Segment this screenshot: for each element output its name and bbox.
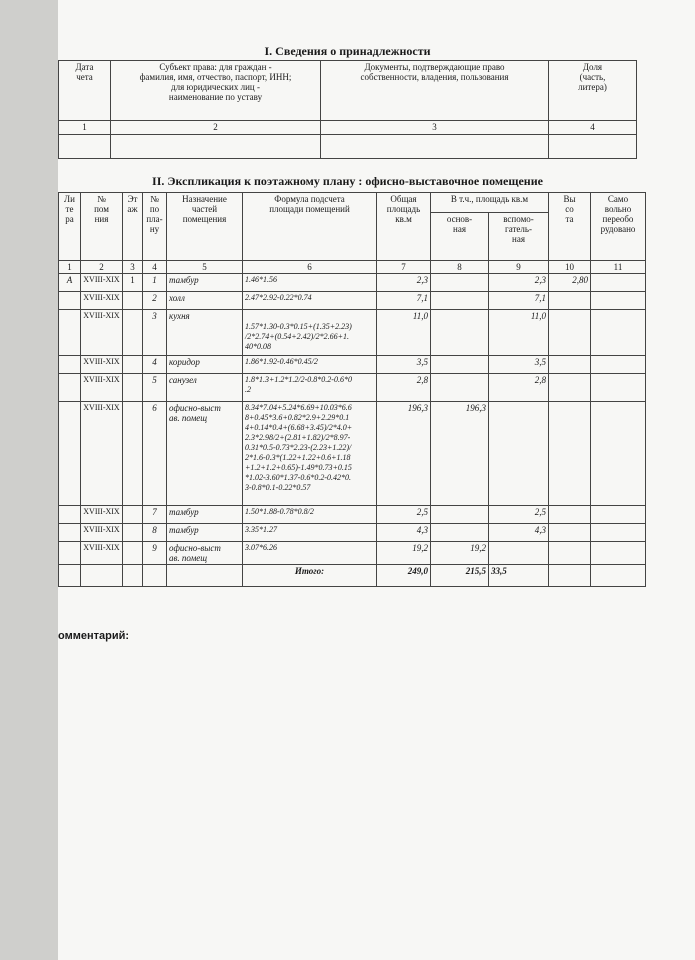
height-cell — [549, 356, 591, 374]
table-row — [59, 402, 646, 506]
ownership-table — [58, 60, 637, 159]
formula-cell: 3.35*1.27 — [243, 524, 377, 542]
empty-cell — [591, 565, 646, 587]
room-code-cell: XVIII-XIX — [81, 542, 123, 565]
redev-cell — [591, 402, 646, 506]
floor-cell — [123, 356, 143, 374]
height-cell — [549, 310, 591, 356]
formula-cell: 1.57*1.30-0.3*0.15+(1.35+2.23) /2*2.74+(0.54+2.42)/2*2.66+1. 40*0.08 — [243, 310, 377, 356]
header-main: основ- ная — [431, 213, 489, 261]
purpose-cell: санузел — [167, 374, 243, 402]
col-num: 8 — [431, 261, 489, 274]
formula-cell: 1.46*1.56 — [243, 274, 377, 292]
total-area-cell: 2,5 — [377, 506, 431, 524]
litera-cell — [59, 524, 81, 542]
aux-area-cell: 2,3 — [489, 274, 549, 292]
formula-cell: 1.86*1.92-0.46*0.45/2 — [243, 356, 377, 374]
main-area-cell — [431, 506, 489, 524]
plan-number-cell: 2 — [143, 292, 167, 310]
floor-cell: 1 — [123, 274, 143, 292]
room-code-cell: XVIII-XIX — [81, 506, 123, 524]
formula-cell: 2.47*2.92-0.22*0.74 — [243, 292, 377, 310]
litera-cell — [59, 542, 81, 565]
empty-cell — [123, 565, 143, 587]
explication-table — [58, 192, 646, 587]
aux-area-cell: 2,8 — [489, 374, 549, 402]
comment-label: омментарий: — [58, 630, 130, 642]
table-row — [59, 374, 646, 402]
num-1: 1 — [59, 121, 111, 135]
empty-cell — [167, 565, 243, 587]
header-share: Доля (часть, литера) — [549, 61, 637, 121]
height-cell — [549, 506, 591, 524]
col-num: 6 — [243, 261, 377, 274]
floor-cell — [123, 402, 143, 506]
total-area-cell: 4,3 — [377, 524, 431, 542]
num-2: 2 — [111, 121, 321, 135]
litera-cell — [59, 292, 81, 310]
main-area-cell — [431, 274, 489, 292]
total-area-cell: 11,0 — [377, 310, 431, 356]
room-code-cell: XVIII-XIX — [81, 374, 123, 402]
table-row — [59, 310, 646, 356]
col-num: 9 — [489, 261, 549, 274]
litera-cell — [59, 310, 81, 356]
header-floor: Эт аж — [123, 193, 143, 261]
empty-cell — [321, 135, 549, 159]
redev-cell — [591, 310, 646, 356]
formula-cell: 8.34*7.04+5.24*6.69+10.03*6.6 8+0.45*3.6+0.82*2.9+2.29*0.1 4+0.14*0.4+(6.68+3.45)/2*4.0+ 2.3*2.98/2+(2.81+1.82)/2*8.97- 0.31*0.5-0.73*2.23-(2.23+1.22)/ 2*1.6-0.3*(1.22+1.22+0.6+1.18 +1.2+1.2+0.65)-1.49*0.73+0.15 *1.02-3.60*1.37-0.6*0.2-0.42*0. 3-0.8*0.1-0.22*0.57 — [243, 402, 377, 506]
purpose-cell: коридор — [167, 356, 243, 374]
floor-cell — [123, 542, 143, 565]
plan-number-cell: 7 — [143, 506, 167, 524]
col-num: 2 — [81, 261, 123, 274]
main-area-cell: 19,2 — [431, 542, 489, 565]
main-area-cell — [431, 356, 489, 374]
redev-cell — [591, 524, 646, 542]
table-row — [59, 356, 646, 374]
header-incl: В т.ч., площадь кв.м — [431, 193, 549, 213]
height-cell: 2,80 — [549, 274, 591, 292]
header-date: Дата чета — [59, 61, 111, 121]
section2-title: II. Экспликация к поэтажному плану : офисно-выставочное помещение — [152, 174, 543, 188]
litera-cell — [59, 402, 81, 506]
section1-title: I. Сведения о принадлежности — [264, 44, 431, 58]
empty-cell — [59, 565, 81, 587]
totals-label: Итого: — [243, 565, 377, 587]
empty-cell — [143, 565, 167, 587]
formula-cell: 3.07*6.26 — [243, 542, 377, 565]
purpose-cell: офисно-выст ав. помещ — [167, 402, 243, 506]
table-row — [59, 542, 646, 565]
header-litera: Ли те ра — [59, 193, 81, 261]
redev-cell — [591, 506, 646, 524]
num-3: 3 — [321, 121, 549, 135]
plan-number-cell: 5 — [143, 374, 167, 402]
main-area-cell — [431, 524, 489, 542]
empty-cell — [111, 135, 321, 159]
header-documents: Документы, подтверждающие право собственности, владения, пользования — [321, 61, 549, 121]
litera-cell — [59, 356, 81, 374]
table-row — [59, 506, 646, 524]
purpose-cell: офисно-выст ав. помещ — [167, 542, 243, 565]
plan-number-cell: 3 — [143, 310, 167, 356]
total-area-cell: 19,2 — [377, 542, 431, 565]
aux-area-cell: 7,1 — [489, 292, 549, 310]
purpose-cell: кухня — [167, 310, 243, 356]
room-code-cell: XVIII-XIX — [81, 310, 123, 356]
col-num: 3 — [123, 261, 143, 274]
aux-area-cell: 3,5 — [489, 356, 549, 374]
total-area-cell: 7,1 — [377, 292, 431, 310]
redev-cell — [591, 292, 646, 310]
total-area-cell: 196,3 — [377, 402, 431, 506]
aux-area-cell — [489, 542, 549, 565]
room-code-cell: XVIII-XIX — [81, 524, 123, 542]
table-row — [59, 524, 646, 542]
col-num: 1 — [59, 261, 81, 274]
room-code-cell: XVIII-XIX — [81, 402, 123, 506]
header-height: Вы со та — [549, 193, 591, 261]
header-total: Общая площадь кв.м — [377, 193, 431, 261]
total-area-cell: 2,3 — [377, 274, 431, 292]
room-code-cell: XVIII-XIX — [81, 274, 123, 292]
total-area-cell: 3,5 — [377, 356, 431, 374]
plan-number-cell: 4 — [143, 356, 167, 374]
height-cell — [549, 524, 591, 542]
floor-cell — [123, 524, 143, 542]
aux-area-cell: 2,5 — [489, 506, 549, 524]
num-4: 4 — [549, 121, 637, 135]
litera-cell — [59, 374, 81, 402]
header-redev: Само вольно переобо рудовано — [591, 193, 646, 261]
floor-cell — [123, 310, 143, 356]
purpose-cell: холл — [167, 292, 243, 310]
room-code-cell: XVIII-XIX — [81, 356, 123, 374]
litera-cell — [59, 506, 81, 524]
totals-aux: 33,5 — [489, 565, 549, 587]
aux-area-cell — [489, 402, 549, 506]
main-area-cell — [431, 310, 489, 356]
redev-cell — [591, 356, 646, 374]
total-area-cell: 2,8 — [377, 374, 431, 402]
col-num: 7 — [377, 261, 431, 274]
height-cell — [549, 542, 591, 565]
empty-cell — [59, 135, 111, 159]
col-num: 5 — [167, 261, 243, 274]
height-cell — [549, 402, 591, 506]
col-num: 10 — [549, 261, 591, 274]
totals-total: 249,0 — [377, 565, 431, 587]
purpose-cell: тамбур — [167, 506, 243, 524]
floor-cell — [123, 374, 143, 402]
formula-cell: 1.50*1.88-0.78*0.8/2 — [243, 506, 377, 524]
plan-number-cell: 6 — [143, 402, 167, 506]
main-area-cell — [431, 374, 489, 402]
table-row — [59, 292, 646, 310]
table-row — [59, 274, 646, 292]
plan-number-cell: 9 — [143, 542, 167, 565]
aux-area-cell: 11,0 — [489, 310, 549, 356]
main-area-cell: 196,3 — [431, 402, 489, 506]
litera-cell: A — [59, 274, 81, 292]
room-code-cell: XVIII-XIX — [81, 292, 123, 310]
col-num: 4 — [143, 261, 167, 274]
header-num: № по пла- ну — [143, 193, 167, 261]
formula-cell: 1.8*1.3+1.2*1.2/2-0.8*0.2-0.6*0 .2 — [243, 374, 377, 402]
empty-cell — [549, 135, 637, 159]
redev-cell — [591, 542, 646, 565]
main-area-cell — [431, 292, 489, 310]
aux-area-cell: 4,3 — [489, 524, 549, 542]
col-num: 11 — [591, 261, 646, 274]
header-pom: № пом ния — [81, 193, 123, 261]
redev-cell — [591, 374, 646, 402]
floor-cell — [123, 292, 143, 310]
empty-cell — [549, 565, 591, 587]
purpose-cell: тамбур — [167, 274, 243, 292]
redev-cell — [591, 274, 646, 292]
empty-cell — [81, 565, 123, 587]
plan-number-cell: 8 — [143, 524, 167, 542]
purpose-cell: тамбур — [167, 524, 243, 542]
height-cell — [549, 292, 591, 310]
header-aux: вспомо- гатель- ная — [489, 213, 549, 261]
scan-side-text — [6, 420, 46, 600]
floor-cell — [123, 506, 143, 524]
totals-main: 215,5 — [431, 565, 489, 587]
plan-number-cell: 1 — [143, 274, 167, 292]
height-cell — [549, 374, 591, 402]
header-subject: Субъект права: для граждан - фамилия, имя, отчество, паспорт, ИНН; для юридических лиц - наименование по уставу — [111, 61, 321, 121]
header-formula: Формула подсчета площади помещений — [243, 193, 377, 261]
header-purpose: Назначение частей помещения — [167, 193, 243, 261]
